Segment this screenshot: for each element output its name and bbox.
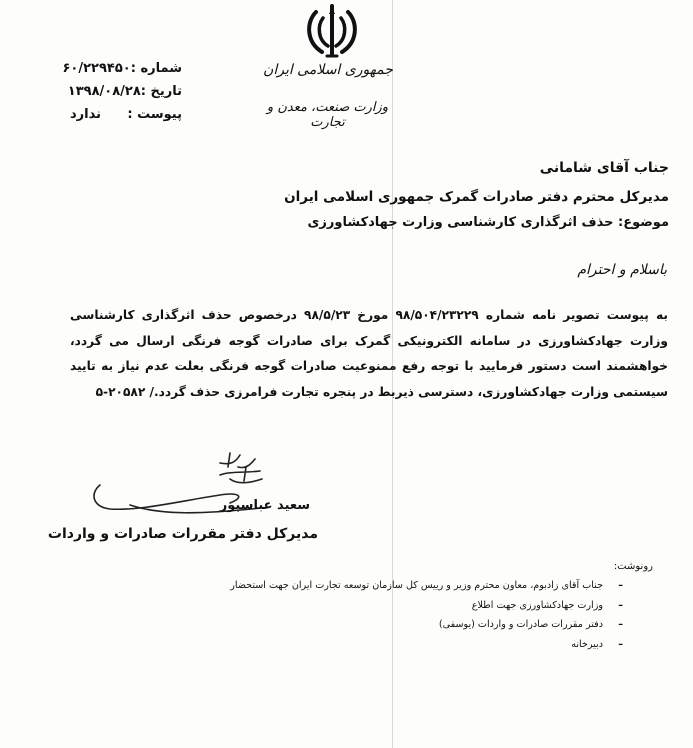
cc-item <box>203 576 623 596</box>
dash-icon: – <box>618 619 623 630</box>
meta-date-row <box>67 80 182 103</box>
meta-number-row <box>62 57 182 80</box>
cc-item-text: دبیرخانه <box>571 638 603 650</box>
date-label: تاریخ : <box>140 84 182 99</box>
attachment-value: ندارد <box>70 107 102 122</box>
cc-item <box>203 615 623 635</box>
letterhead-country: جمهوری اسلامی ایران <box>263 62 393 78</box>
cc-item <box>203 635 623 655</box>
letterhead-ministry: وزارت صنعت، معدن و تجارت <box>266 100 389 130</box>
cc-item-text: دفتر مقررات صادرات و واردات (یوسفی) <box>438 619 603 630</box>
dash-icon: – <box>618 599 623 611</box>
attachment-label: پیوست : <box>127 107 182 122</box>
cc-list <box>203 576 623 654</box>
salutation: باسلام و احترام <box>577 262 667 278</box>
signer-title: مدیرکل دفتر مقررات صادرات و واردات <box>47 526 318 542</box>
addressee-title: مدیرکل محترم دفتر صادرات گمرک جمهوری اسلامی ایران <box>284 189 669 205</box>
addressee-name: جناب آقای شامانی <box>539 160 669 176</box>
letter-subject: موضوع: حذف اثرگذاری کارشناسی وزارت جهادکشاورزی <box>307 215 669 230</box>
letter-meta <box>62 57 182 126</box>
cc-item-text: وزارت جهادکشاورزی جهت اطلاع <box>471 599 603 611</box>
date-value: ۱۳۹۸/۰۸/۲۸ <box>67 84 141 99</box>
dash-icon: – <box>618 638 623 650</box>
cc-item-text: جناب آقای زادبوم، معاون محترم وزیر و رییس کل سازمان توسعه تجارت ایران جهت استحضار <box>230 580 603 591</box>
meta-attachment-row <box>70 103 182 126</box>
handwritten-signature-icon <box>70 445 300 525</box>
letter-body: به پیوست تصویر نامه شماره ۹۸/۵۰۴/۲۳۲۲۹ مورخ ۹۸/۵/۲۳ درخصوص حذف اثرگذاری کارشناسی وزارت جهادکشاورزی در سامانه الکترونیکی گمرک برای صادرات گوجه فرنگی ارسال می گردد، خواهشمند است دستور فرمایید با توجه رفع ممنوعیت صادرات گوجه فرنگی بعلت عدم نیاز به تایید سیستمی وزارت جهادکشاورزی، دسترسی ذیربط در پنجره تجارت فرامرزی حذف گردد./ ۲۰۵۸۲-۵ <box>70 308 668 399</box>
signer-name: سعید عباسپور <box>219 498 310 513</box>
cc-label: رونوشت: <box>613 561 653 572</box>
number-value: ۶۰/۲۲۹۴۵۰ <box>62 61 131 76</box>
iran-emblem-icon <box>300 4 364 62</box>
number-label: شماره : <box>130 61 182 76</box>
dash-icon: – <box>618 580 623 591</box>
cc-item <box>203 596 623 616</box>
